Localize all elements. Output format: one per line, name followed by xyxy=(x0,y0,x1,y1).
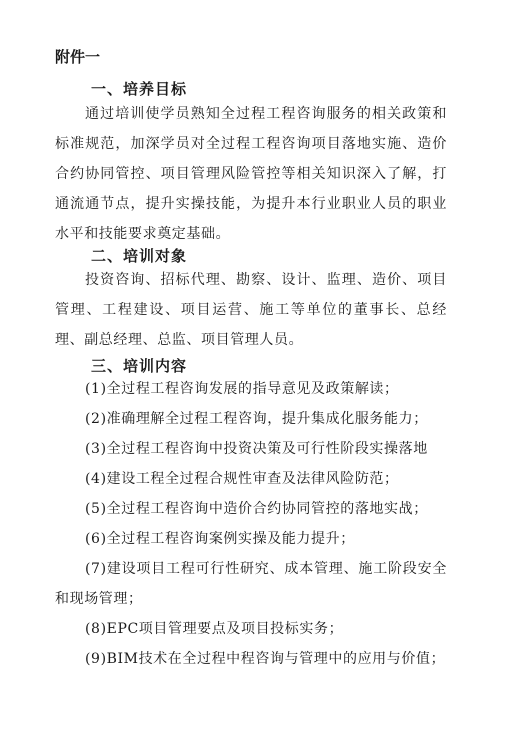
list-item: (3)全过程工程咨询中投资决策及可行性阶段实操落地 xyxy=(85,441,428,457)
list-item: (5)全过程工程咨询中造价合约协同管控的落地实战； xyxy=(85,501,428,517)
list-item: (2)准确理解全过程工程咨询，提升集成化服务能力； xyxy=(85,411,428,427)
list-item: (9)BIM技术在全过程中程咨询与管理中的应用与价值； xyxy=(85,651,446,667)
list-item: (4)建设工程全过程合规性审查及法律风险防范； xyxy=(85,471,399,487)
list-item: (7)建设项目工程可行性研究、成本管理、施工阶段安全和现场管理； xyxy=(55,561,447,607)
section-heading-goals: 一、培养目标 xyxy=(91,80,188,98)
section-heading-audience: 二、培训对象 xyxy=(91,247,188,265)
section-body-audience: 投资咨询、招标代理、勘察、设计、监理、造价、项目管理、工程建设、项目运营、施工等单位的董事长、总经理、副总经理、总监、项目管理人员。 xyxy=(55,272,447,348)
list-item: (1)全过程工程咨询发展的指导意见及政策解读； xyxy=(85,381,399,397)
attachment-label: 附件一 xyxy=(55,48,101,66)
section-body-goals: 通过培训使学员熟知全过程工程咨询服务的相关政策和标准规范，加深学员对全过程工程咨询项目落地实施、造价合约协同管控、项目管理风险管控等相关知识深入了解，打通流通节点，提升实操技能，为提升本行业职业人员的职业水平和技能要求奠定基础。 xyxy=(55,106,447,242)
list-item: (6)全过程工程咨询案例实操及能力提升； xyxy=(85,531,355,547)
content-list xyxy=(55,374,447,674)
list-item: (8)EPC项目管理要点及项目投标实务； xyxy=(85,621,344,637)
section-heading-content: 三、培训内容 xyxy=(91,357,188,375)
